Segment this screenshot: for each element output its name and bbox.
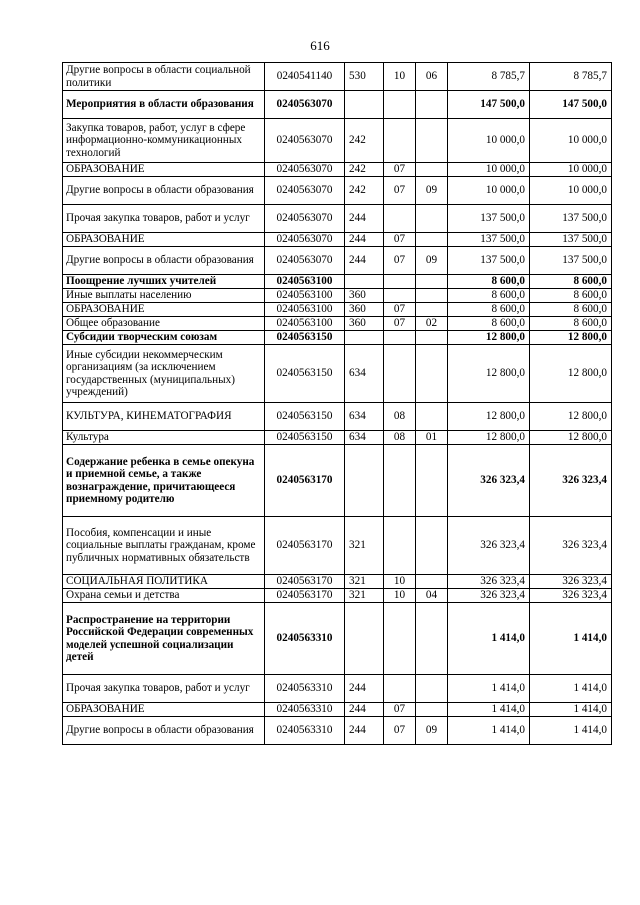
row-amount-2-cell: 137 500,0	[530, 247, 612, 275]
row-code-cell: 0240563100	[265, 289, 345, 303]
row-subsection-cell	[416, 603, 448, 675]
row-expense-type-cell: 244	[345, 675, 384, 703]
row-expense-type-cell: 634	[345, 345, 384, 403]
row-code-cell: 0240563310	[265, 675, 345, 703]
row-section-cell: 08	[384, 403, 416, 431]
row-expense-type-cell: 244	[345, 233, 384, 247]
row-expense-type-cell: 321	[345, 575, 384, 589]
row-subsection-cell: 09	[416, 247, 448, 275]
row-amount-2-cell: 10 000,0	[530, 177, 612, 205]
row-section-cell	[384, 603, 416, 675]
row-name-cell: Общее образование	[63, 317, 265, 331]
row-subsection-cell: 09	[416, 177, 448, 205]
row-name-cell: Прочая закупка товаров, работ и услуг	[63, 675, 265, 703]
row-code-cell: 0240563170	[265, 589, 345, 603]
row-amount-1-cell: 12 800,0	[448, 431, 530, 445]
row-amount-2-cell: 326 323,4	[530, 575, 612, 589]
row-amount-2-cell: 12 800,0	[530, 431, 612, 445]
row-subsection-cell	[416, 517, 448, 575]
row-expense-type-cell: 530	[345, 63, 384, 91]
row-amount-2-cell: 8 785,7	[530, 63, 612, 91]
row-section-cell: 07	[384, 233, 416, 247]
row-code-cell: 0240563150	[265, 331, 345, 345]
row-code-cell: 0240563100	[265, 275, 345, 289]
row-subsection-cell	[416, 163, 448, 177]
row-amount-2-cell: 10 000,0	[530, 163, 612, 177]
row-expense-type-cell: 360	[345, 289, 384, 303]
row-section-cell	[384, 275, 416, 289]
row-section-cell: 07	[384, 247, 416, 275]
budget-table	[62, 62, 612, 745]
row-subsection-cell	[416, 303, 448, 317]
page-number: 616	[310, 38, 330, 53]
row-section-cell: 10	[384, 575, 416, 589]
row-amount-1-cell: 8 600,0	[448, 275, 530, 289]
row-amount-2-cell: 8 600,0	[530, 275, 612, 289]
row-section-cell: 07	[384, 317, 416, 331]
row-code-cell: 0240563310	[265, 703, 345, 717]
row-name-cell: Другие вопросы в области образования	[63, 177, 265, 205]
row-subsection-cell	[416, 345, 448, 403]
table-row	[63, 163, 612, 177]
row-section-cell: 07	[384, 717, 416, 745]
budget-table-body	[63, 63, 612, 745]
row-expense-type-cell: 244	[345, 717, 384, 745]
row-subsection-cell	[416, 289, 448, 303]
table-row	[63, 575, 612, 589]
row-expense-type-cell: 360	[345, 317, 384, 331]
row-section-cell: 07	[384, 703, 416, 717]
row-subsection-cell: 02	[416, 317, 448, 331]
row-section-cell: 10	[384, 589, 416, 603]
row-amount-1-cell: 326 323,4	[448, 445, 530, 517]
row-name-cell: Прочая закупка товаров, работ и услуг	[63, 205, 265, 233]
table-row	[63, 331, 612, 345]
row-section-cell	[384, 517, 416, 575]
table-row	[63, 517, 612, 575]
row-expense-type-cell: 242	[345, 163, 384, 177]
table-row	[63, 431, 612, 445]
row-name-cell: Субсидии творческим союзам	[63, 331, 265, 345]
row-expense-type-cell	[345, 275, 384, 289]
row-code-cell: 0240563100	[265, 303, 345, 317]
row-code-cell: 0240563070	[265, 119, 345, 163]
row-subsection-cell	[416, 403, 448, 431]
table-row	[63, 717, 612, 745]
row-code-cell: 0240563070	[265, 205, 345, 233]
table-row	[63, 247, 612, 275]
row-section-cell	[384, 91, 416, 119]
row-code-cell: 0240563070	[265, 177, 345, 205]
row-code-cell: 0240563150	[265, 431, 345, 445]
row-section-cell: 07	[384, 177, 416, 205]
row-section-cell: 07	[384, 163, 416, 177]
row-amount-2-cell: 12 800,0	[530, 345, 612, 403]
row-subsection-cell	[416, 445, 448, 517]
row-section-cell	[384, 675, 416, 703]
row-expense-type-cell: 360	[345, 303, 384, 317]
row-subsection-cell: 06	[416, 63, 448, 91]
row-amount-2-cell: 137 500,0	[530, 205, 612, 233]
row-amount-1-cell: 8 600,0	[448, 289, 530, 303]
row-name-cell: Поощрение лучших учителей	[63, 275, 265, 289]
row-subsection-cell	[416, 275, 448, 289]
row-amount-2-cell: 147 500,0	[530, 91, 612, 119]
table-row	[63, 589, 612, 603]
row-code-cell: 0240563150	[265, 345, 345, 403]
row-code-cell: 0240563100	[265, 317, 345, 331]
row-name-cell: Культура	[63, 431, 265, 445]
table-row	[63, 119, 612, 163]
row-amount-2-cell: 326 323,4	[530, 517, 612, 575]
row-expense-type-cell: 242	[345, 177, 384, 205]
row-code-cell: 0240563170	[265, 517, 345, 575]
row-section-cell	[384, 205, 416, 233]
row-subsection-cell: 01	[416, 431, 448, 445]
table-row	[63, 603, 612, 675]
row-code-cell: 0240563170	[265, 445, 345, 517]
table-row	[63, 303, 612, 317]
row-name-cell: КУЛЬТУРА, КИНЕМАТОГРАФИЯ	[63, 403, 265, 431]
row-amount-2-cell: 1 414,0	[530, 717, 612, 745]
row-expense-type-cell	[345, 91, 384, 119]
row-amount-1-cell: 147 500,0	[448, 91, 530, 119]
row-amount-1-cell: 137 500,0	[448, 205, 530, 233]
row-name-cell: Закупка товаров, работ, услуг в сфере информационно-коммуникационных технологий	[63, 119, 265, 163]
row-section-cell	[384, 289, 416, 303]
row-expense-type-cell	[345, 603, 384, 675]
row-amount-1-cell: 8 600,0	[448, 303, 530, 317]
row-expense-type-cell: 321	[345, 517, 384, 575]
row-amount-2-cell: 12 800,0	[530, 331, 612, 345]
row-code-cell: 0240563310	[265, 717, 345, 745]
row-name-cell: СОЦИАЛЬНАЯ ПОЛИТИКА	[63, 575, 265, 589]
table-row	[63, 317, 612, 331]
row-amount-1-cell: 1 414,0	[448, 675, 530, 703]
row-amount-1-cell: 8 785,7	[448, 63, 530, 91]
row-name-cell: ОБРАЗОВАНИЕ	[63, 703, 265, 717]
row-amount-1-cell: 326 323,4	[448, 575, 530, 589]
row-amount-2-cell: 326 323,4	[530, 445, 612, 517]
row-subsection-cell	[416, 205, 448, 233]
table-row	[63, 177, 612, 205]
row-name-cell: ОБРАЗОВАНИЕ	[63, 233, 265, 247]
row-amount-2-cell: 1 414,0	[530, 703, 612, 717]
row-section-cell	[384, 345, 416, 403]
table-row	[63, 63, 612, 91]
row-expense-type-cell: 242	[345, 119, 384, 163]
row-amount-1-cell: 10 000,0	[448, 163, 530, 177]
row-name-cell: Пособия, компенсации и иные социальные выплаты гражданам, кроме публичных нормативных обязательств	[63, 517, 265, 575]
row-subsection-cell	[416, 91, 448, 119]
row-expense-type-cell: 634	[345, 403, 384, 431]
row-name-cell: ОБРАЗОВАНИЕ	[63, 163, 265, 177]
row-subsection-cell	[416, 119, 448, 163]
row-amount-2-cell: 137 500,0	[530, 233, 612, 247]
row-expense-type-cell: 244	[345, 205, 384, 233]
row-amount-2-cell: 8 600,0	[530, 289, 612, 303]
row-subsection-cell	[416, 703, 448, 717]
row-amount-2-cell: 1 414,0	[530, 603, 612, 675]
table-row	[63, 403, 612, 431]
row-amount-1-cell: 1 414,0	[448, 717, 530, 745]
row-amount-1-cell: 326 323,4	[448, 517, 530, 575]
row-amount-1-cell: 12 800,0	[448, 403, 530, 431]
row-expense-type-cell: 244	[345, 703, 384, 717]
row-section-cell: 08	[384, 431, 416, 445]
row-amount-2-cell: 1 414,0	[530, 675, 612, 703]
row-name-cell: Мероприятия в области образования	[63, 91, 265, 119]
row-name-cell: ОБРАЗОВАНИЕ	[63, 303, 265, 317]
table-row	[63, 675, 612, 703]
row-amount-1-cell: 12 800,0	[448, 345, 530, 403]
row-name-cell: Содержание ребенка в семье опекуна и приемной семье, а также вознаграждение, причитающееся приемному родителю	[63, 445, 265, 517]
row-section-cell	[384, 331, 416, 345]
row-subsection-cell	[416, 675, 448, 703]
row-code-cell: 0240563070	[265, 163, 345, 177]
row-code-cell: 0240563070	[265, 91, 345, 119]
row-section-cell: 10	[384, 63, 416, 91]
row-subsection-cell: 04	[416, 589, 448, 603]
row-section-cell: 07	[384, 303, 416, 317]
table-row	[63, 345, 612, 403]
row-name-cell: Охрана семьи и детства	[63, 589, 265, 603]
row-expense-type-cell	[345, 331, 384, 345]
table-row	[63, 233, 612, 247]
row-code-cell: 0240563170	[265, 575, 345, 589]
row-name-cell: Иные субсидии некоммерческим организациям (за исключением государственных (муниципальных) учреждений)	[63, 345, 265, 403]
row-amount-1-cell: 12 800,0	[448, 331, 530, 345]
row-code-cell: 0240563310	[265, 603, 345, 675]
row-subsection-cell	[416, 575, 448, 589]
row-code-cell: 0240541140	[265, 63, 345, 91]
row-amount-2-cell: 8 600,0	[530, 303, 612, 317]
row-amount-1-cell: 137 500,0	[448, 233, 530, 247]
table-row	[63, 91, 612, 119]
row-code-cell: 0240563070	[265, 233, 345, 247]
row-expense-type-cell: 244	[345, 247, 384, 275]
table-row	[63, 289, 612, 303]
row-amount-2-cell: 10 000,0	[530, 119, 612, 163]
row-amount-1-cell: 10 000,0	[448, 119, 530, 163]
row-amount-2-cell: 8 600,0	[530, 317, 612, 331]
row-amount-1-cell: 137 500,0	[448, 247, 530, 275]
row-amount-1-cell: 326 323,4	[448, 589, 530, 603]
table-row	[63, 703, 612, 717]
row-subsection-cell	[416, 331, 448, 345]
row-amount-2-cell: 12 800,0	[530, 403, 612, 431]
table-row	[63, 445, 612, 517]
row-name-cell: Распространение на территории Российской Федерации современных моделей успешной социализации детей	[63, 603, 265, 675]
row-amount-2-cell: 326 323,4	[530, 589, 612, 603]
row-amount-1-cell: 8 600,0	[448, 317, 530, 331]
row-amount-1-cell: 10 000,0	[448, 177, 530, 205]
table-row	[63, 275, 612, 289]
row-amount-1-cell: 1 414,0	[448, 603, 530, 675]
row-name-cell: Другие вопросы в области социальной политики	[63, 63, 265, 91]
row-expense-type-cell: 321	[345, 589, 384, 603]
row-code-cell: 0240563070	[265, 247, 345, 275]
row-section-cell	[384, 119, 416, 163]
row-code-cell: 0240563150	[265, 403, 345, 431]
table-row	[63, 205, 612, 233]
row-amount-1-cell: 1 414,0	[448, 703, 530, 717]
row-name-cell: Другие вопросы в области образования	[63, 717, 265, 745]
row-subsection-cell: 09	[416, 717, 448, 745]
row-name-cell: Иные выплаты населению	[63, 289, 265, 303]
row-subsection-cell	[416, 233, 448, 247]
row-section-cell	[384, 445, 416, 517]
row-expense-type-cell	[345, 445, 384, 517]
row-expense-type-cell: 634	[345, 431, 384, 445]
row-name-cell: Другие вопросы в области образования	[63, 247, 265, 275]
